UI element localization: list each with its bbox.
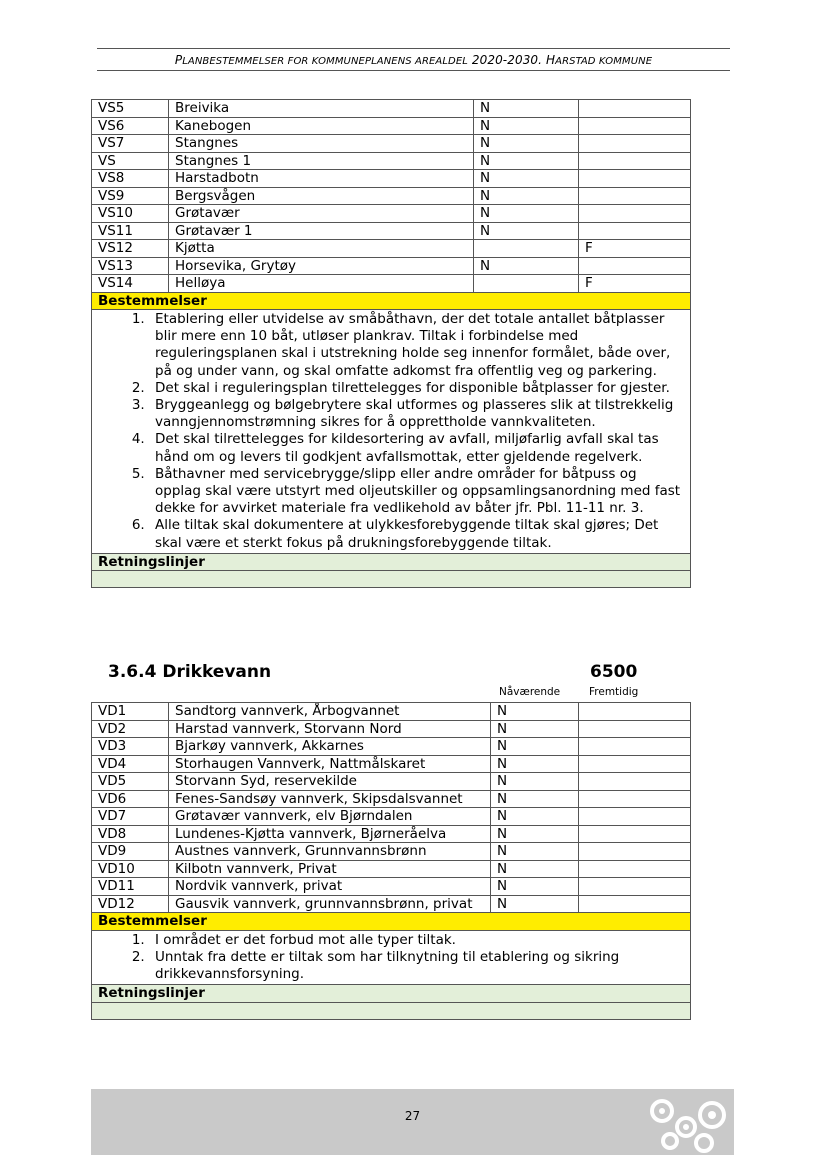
table-row — [92, 257, 691, 275]
cell-code: VS13 — [92, 257, 169, 275]
table-row — [92, 843, 691, 861]
table-row — [92, 773, 691, 791]
drinking-water-table — [91, 702, 691, 1020]
cell-code: VS11 — [92, 222, 169, 240]
cell-current: N — [491, 860, 579, 878]
table-row — [92, 135, 691, 153]
cell-current: N — [491, 703, 579, 721]
list-item: 3. Bryggeanlegg og bølgebrytere skal utformes og plasseres slik at tilstrekkelig vanngjennomstrømning sikres for å opprettholde vannkvaliteten. — [149, 397, 682, 431]
cell-code: VD1 — [92, 703, 169, 721]
cell-current: N — [491, 738, 579, 756]
cell-code: VD12 — [92, 895, 169, 913]
guidelines-body — [92, 571, 691, 588]
cell-future — [579, 720, 691, 738]
cell-code: VD11 — [92, 878, 169, 896]
list-item: 5. Båthavner med servicebrygge/slipp eller andre områder for båtpuss og opplag skal være utstyrt med oljeutskiller og oppsamlingsanordning med fast dekke for avvirket materiale fra vedlikehold av båter jfr. Pbl. 11-11 nr. 3. — [149, 466, 682, 518]
list-item: 1. I området er det forbud mot alle typer tiltak. — [149, 932, 682, 949]
cell-current: N — [474, 117, 579, 135]
cell-name: Kilbotn vannverk, Privat — [169, 860, 491, 878]
cell-name: Stangnes 1 — [169, 152, 474, 170]
cell-name: Grøtavær — [169, 205, 474, 223]
cell-name: Storvann Syd, reservekilde — [169, 773, 491, 791]
table-row — [92, 790, 691, 808]
cell-future — [579, 703, 691, 721]
table-row — [92, 187, 691, 205]
cell-name: Nordvik vannverk, privat — [169, 878, 491, 896]
cell-name: Stangnes — [169, 135, 474, 153]
cell-name: Bergsvågen — [169, 187, 474, 205]
cell-current: N — [474, 222, 579, 240]
cell-code: VD9 — [92, 843, 169, 861]
gears-logo-icon — [634, 1089, 734, 1155]
cell-name: Kjøtta — [169, 240, 474, 258]
cell-name: Kanebogen — [169, 117, 474, 135]
cell-name: Austnes vannverk, Grunnvannsbrønn — [169, 843, 491, 861]
table-row — [92, 808, 691, 826]
cell-current: N — [491, 843, 579, 861]
cell-code: VS — [92, 152, 169, 170]
cell-current: N — [474, 257, 579, 275]
cell-current: N — [474, 100, 579, 118]
cell-code: VD3 — [92, 738, 169, 756]
list-item: 2. Unntak fra dette er tiltak som har tilknytning til etablering og sikring drikkevannsforsyning. — [149, 949, 682, 983]
cell-future — [579, 825, 691, 843]
cell-name: Bjarkøy vannverk, Akkarnes — [169, 738, 491, 756]
cell-current: N — [491, 878, 579, 896]
cell-future — [579, 895, 691, 913]
cell-name: Storhaugen Vannverk, Nattmålskaret — [169, 755, 491, 773]
cell-code: VS6 — [92, 117, 169, 135]
cell-code: VD4 — [92, 755, 169, 773]
cell-code: VD6 — [92, 790, 169, 808]
provisions-body — [92, 930, 691, 985]
list-item: 2. Det skal i reguleringsplan tilrettelegges for disponible båtplasser for gjester. — [149, 380, 682, 397]
table-row — [92, 205, 691, 223]
provisions-header: Bestemmelser — [92, 292, 691, 310]
cell-future — [579, 205, 691, 223]
table-row — [92, 738, 691, 756]
cell-name: Sandtorg vannverk, Årbogvannet — [169, 703, 491, 721]
cell-current: N — [491, 790, 579, 808]
cell-future — [579, 170, 691, 188]
table-row — [92, 100, 691, 118]
cell-future — [579, 860, 691, 878]
cell-future — [579, 755, 691, 773]
table-row — [92, 222, 691, 240]
cell-future: F — [579, 240, 691, 258]
cell-name: Helløya — [169, 275, 474, 293]
cell-name: Gausvik vannverk, grunnvannsbrønn, privat — [169, 895, 491, 913]
list-item: 6. Alle tiltak skal dokumentere at ulykkesforebyggende tiltak skal gjøres; Det skal være et sterkt fokus på drukningsforebyggende tiltak. — [149, 517, 682, 551]
cell-current: N — [491, 825, 579, 843]
cell-code: VD10 — [92, 860, 169, 878]
table-row — [92, 825, 691, 843]
table-row — [92, 720, 691, 738]
cell-code: VS12 — [92, 240, 169, 258]
cell-name: Harstadbotn — [169, 170, 474, 188]
cell-current: N — [474, 135, 579, 153]
cell-code: VS10 — [92, 205, 169, 223]
cell-name: Horsevika, Grytøy — [169, 257, 474, 275]
column-header-current: Nåværende — [499, 686, 561, 698]
list-item: 4. Det skal tilrettelegges for kildesortering av avfall, miljøfarlig avfall skal tas hånd om og levers til godkjent avfallsmottak, etter gjeldende regelverk. — [149, 431, 682, 465]
cell-current: N — [474, 152, 579, 170]
cell-code: VS5 — [92, 100, 169, 118]
cell-code: VS14 — [92, 275, 169, 293]
cell-code: VD7 — [92, 808, 169, 826]
cell-future — [579, 117, 691, 135]
table-row — [92, 152, 691, 170]
cell-code: VS8 — [92, 170, 169, 188]
cell-future: F — [579, 275, 691, 293]
table-row — [92, 275, 691, 293]
cell-code: VS7 — [92, 135, 169, 153]
cell-future — [579, 152, 691, 170]
guidelines-body — [92, 1002, 691, 1019]
table-row — [92, 895, 691, 913]
column-header-future: Fremtidig — [589, 686, 639, 698]
table-row — [92, 755, 691, 773]
table-row — [92, 703, 691, 721]
page-number: 27 — [404, 1109, 421, 1123]
table-row — [92, 860, 691, 878]
table-row — [92, 117, 691, 135]
cell-code: VD8 — [92, 825, 169, 843]
cell-future — [579, 257, 691, 275]
cell-name: Fenes-Sandsøy vannverk, Skipsdalsvannet — [169, 790, 491, 808]
cell-future — [579, 222, 691, 240]
list-item: 1. Etablering eller utvidelse av småbåthavn, der det totale antallet båtplasser blir mere enn 10 båt, utløser plankrav. Tiltak i forbindelse med reguleringsplanen skal i utstrekning holde seg innenfor formålet, både over, på og under vann, og skal omfatte adkomst fra offentlig veg og parkering. — [149, 311, 682, 380]
cell-current — [474, 240, 579, 258]
header-rule-top — [97, 48, 730, 49]
cell-current: N — [474, 187, 579, 205]
cell-future — [579, 135, 691, 153]
cell-current: N — [491, 773, 579, 791]
cell-future — [579, 187, 691, 205]
cell-name: Lundenes-Kjøtta vannverk, Bjørneråelva — [169, 825, 491, 843]
page-header-title: PLANBESTEMMELSER FOR KOMMUNEPLANENS AREALDEL 2020-2030. HARSTAD KOMMUNE — [174, 53, 653, 67]
cell-current: N — [491, 808, 579, 826]
cell-name: Breivika — [169, 100, 474, 118]
provisions-body — [92, 310, 691, 554]
cell-current: N — [491, 895, 579, 913]
cell-name: Harstad vannverk, Storvann Nord — [169, 720, 491, 738]
table-row — [92, 170, 691, 188]
page-footer — [91, 1089, 734, 1155]
cell-code: VD2 — [92, 720, 169, 738]
section-heading: 3.6.4 Drikkevann — [108, 662, 272, 682]
cell-future — [579, 773, 691, 791]
provisions-header: Bestemmelser — [92, 913, 691, 931]
cell-future — [579, 100, 691, 118]
cell-future — [579, 738, 691, 756]
cell-code: VD5 — [92, 773, 169, 791]
cell-current: N — [491, 720, 579, 738]
header-rule-bottom — [97, 70, 730, 71]
section-code: 6500 — [590, 662, 638, 682]
cell-future — [579, 808, 691, 826]
table-row — [92, 878, 691, 896]
cell-current: N — [474, 205, 579, 223]
cell-future — [579, 843, 691, 861]
cell-future — [579, 790, 691, 808]
cell-code: VS9 — [92, 187, 169, 205]
cell-name: Grøtavær vannverk, elv Bjørndalen — [169, 808, 491, 826]
guidelines-header: Retningslinjer — [92, 985, 691, 1003]
guidelines-header: Retningslinjer — [92, 553, 691, 571]
cell-name: Grøtavær 1 — [169, 222, 474, 240]
cell-current: N — [474, 170, 579, 188]
cell-current — [474, 275, 579, 293]
table-row — [92, 240, 691, 258]
cell-future — [579, 878, 691, 896]
cell-current: N — [491, 755, 579, 773]
harbour-table — [91, 99, 691, 588]
